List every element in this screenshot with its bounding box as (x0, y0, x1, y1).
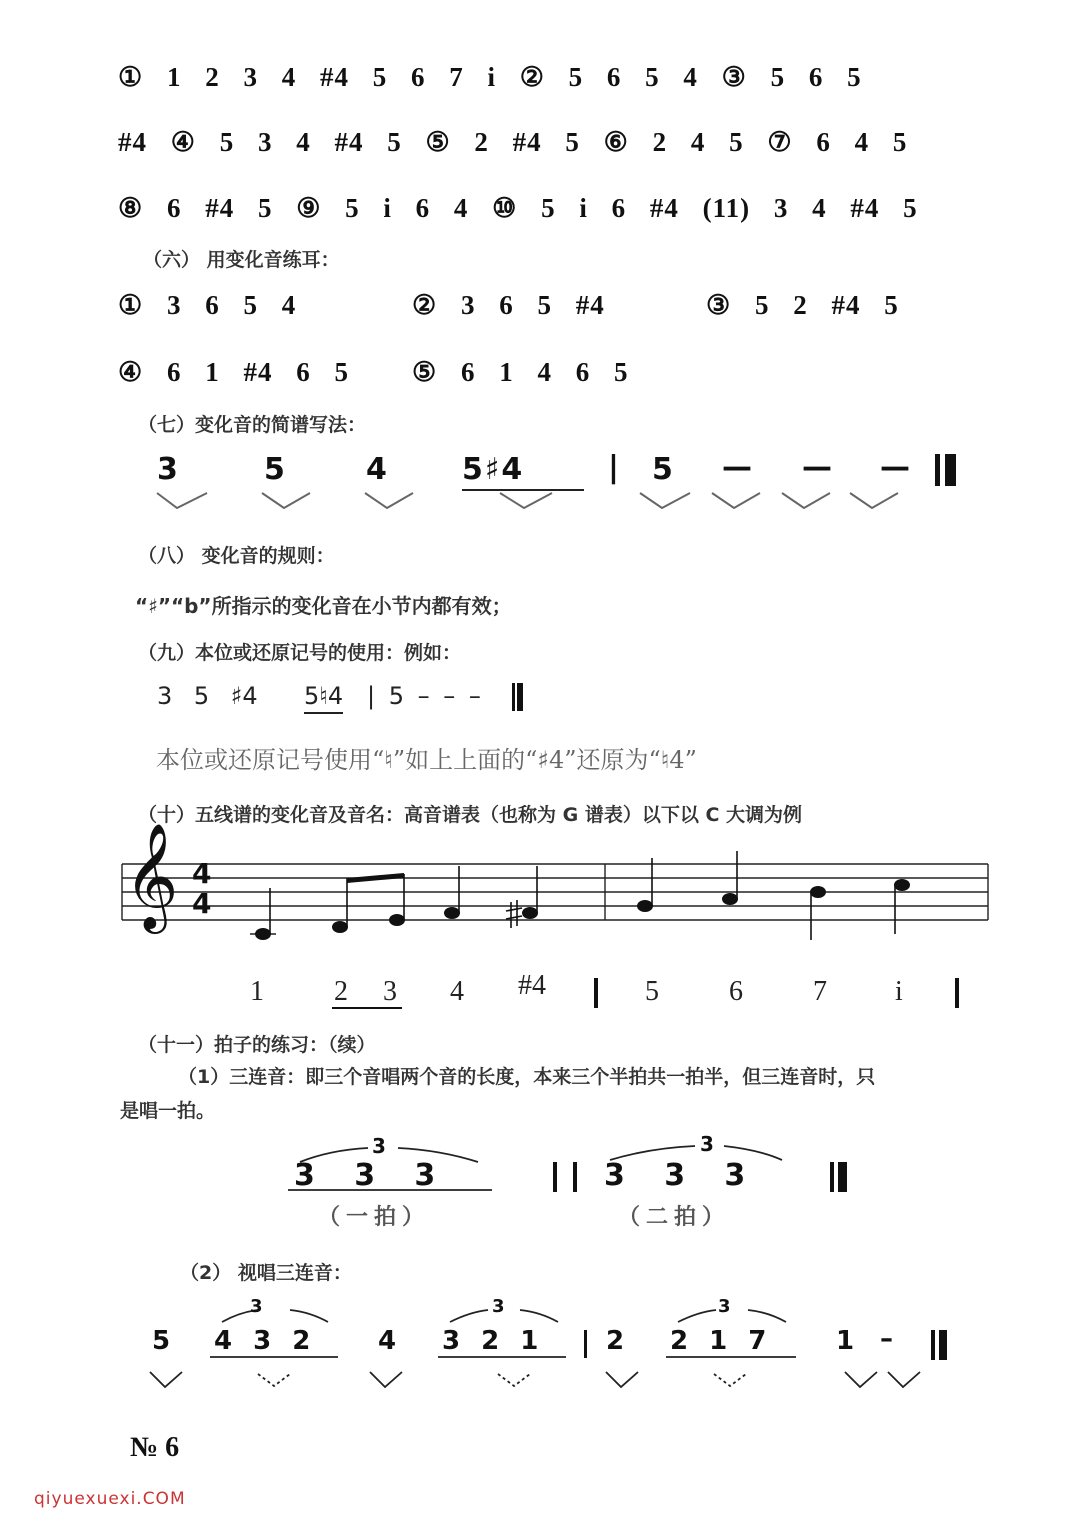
exercise-line-2: #4 ④ 5 3 4 #4 5 ⑤ 2 #4 5 ⑥ 2 4 5 ⑦ 6 4 5 (118, 127, 908, 157)
s11-paragraph-1: （1）三连音：即三个音唱两个音的长度，本来三个半拍共一拍半，但三连音时，只 (178, 1066, 876, 1088)
triplet-group-1: 3 3 3 (294, 1158, 438, 1193)
s9-tail: | 5 – – – (367, 682, 481, 710)
section6-line-1c: ③ 5 2 #4 5 (706, 290, 899, 320)
s11-paragraph-1b: 是唱一拍。 (120, 1100, 216, 1122)
triplet-label-1: （一拍） (318, 1205, 431, 1230)
s9-explanation: 本位或还原记号使用“♮”如上上面的“♯4”还原为“♮4” (156, 746, 697, 774)
s10-jp-5: #4 (518, 970, 546, 1001)
s7-note-group: 5♯4 (462, 452, 584, 491)
s11-note-2: 4 (378, 1326, 399, 1356)
s11-group-3: 2 1 7 (670, 1326, 769, 1356)
s7-dash-1: — (722, 450, 754, 485)
s10-jp-6: 5 (645, 976, 659, 1007)
s10-jp-9: i (895, 976, 903, 1007)
exercise-line-1: ① 1 2 3 4 #4 5 6 7 i ② 5 6 5 4 ③ 5 6 5 (118, 62, 862, 92)
triplet-label-2: （二拍） (618, 1205, 731, 1230)
time-sig-bottom: 4 (192, 887, 212, 920)
s10-jp-3: 3 (383, 976, 397, 1007)
section6-line-2a: ④ 6 1 #4 6 5 (118, 357, 349, 387)
s10-jp-8: 7 (813, 976, 827, 1007)
s11-group-1: 4 3 2 (214, 1326, 313, 1356)
triplet-mark-3: 3 (250, 1296, 265, 1317)
section8-rule: “♯”“b”所指示的变化音在小节内都有效； (135, 594, 512, 618)
section9-heading: （九）本位或还原记号的使用：例如： (138, 642, 462, 664)
s10-jp-2: 2 (334, 976, 348, 1007)
time-sig-top: 4 (192, 857, 212, 890)
section6-line-1b: ② 3 6 5 #4 (412, 290, 605, 320)
s11-paragraph-2: （2） 视唱三连音： (180, 1262, 352, 1284)
triplet-mark-1: 3 (372, 1134, 388, 1158)
section8-heading: （八） 变化音的规则： (138, 545, 335, 567)
s11-note-4: 1 (836, 1326, 857, 1356)
s7-note-3: 4 (366, 452, 389, 487)
s10-jp-1: 1 (250, 976, 264, 1007)
triplet-mark-2: 3 (700, 1132, 716, 1156)
exercise-line-3: ⑧ 6 #4 5 ⑨ 5 i 6 4 ⑩ 5 i 6 #4 (11) 3 4 #4 5 (118, 193, 918, 223)
watermark: qiyuexuexi.COM (34, 1489, 186, 1509)
s7-barline: | (608, 450, 621, 485)
s7-dash-3: — (880, 450, 912, 485)
section7-heading: （七）变化音的简谱写法： (138, 414, 367, 436)
s7-note-1: 3 (157, 452, 180, 487)
s10-jp-7: 6 (729, 976, 743, 1007)
page-number: № 6 (130, 1432, 180, 1463)
triplet-mark-4: 3 (492, 1296, 507, 1317)
treble-clef-icon: 𝄞 (124, 822, 179, 929)
s11-note-3: 2 (606, 1326, 627, 1356)
s11-group-2: 3 2 1 (442, 1326, 541, 1356)
s9-group: 5♮4 (304, 682, 343, 714)
s11-note-1: 5 (152, 1326, 173, 1356)
s9-notes: 3 5 ♯4 (157, 682, 258, 710)
section6-heading: （六） 用变化音练耳： (143, 249, 340, 271)
triplet-group-2: 3 3 3 (604, 1158, 748, 1193)
s11-dash: – (880, 1324, 895, 1354)
s7-dash-2: — (802, 450, 834, 485)
section10-heading: （十）五线谱的变化音及音名：高音谱表（也称为 G 谱表）以下以 C 大调为例 (138, 804, 802, 826)
s7-note-2: 5 (264, 452, 287, 487)
s10-jp-4: 4 (450, 976, 464, 1007)
section6-line-2b: ⑤ 6 1 4 6 5 (412, 357, 629, 387)
section6-line-1a: ① 3 6 5 4 (118, 290, 297, 320)
section11-heading: （十一）拍子的练习：（续） (138, 1034, 376, 1056)
s7-note-5: 5 (652, 452, 675, 487)
triplet-mark-5: 3 (718, 1296, 733, 1317)
